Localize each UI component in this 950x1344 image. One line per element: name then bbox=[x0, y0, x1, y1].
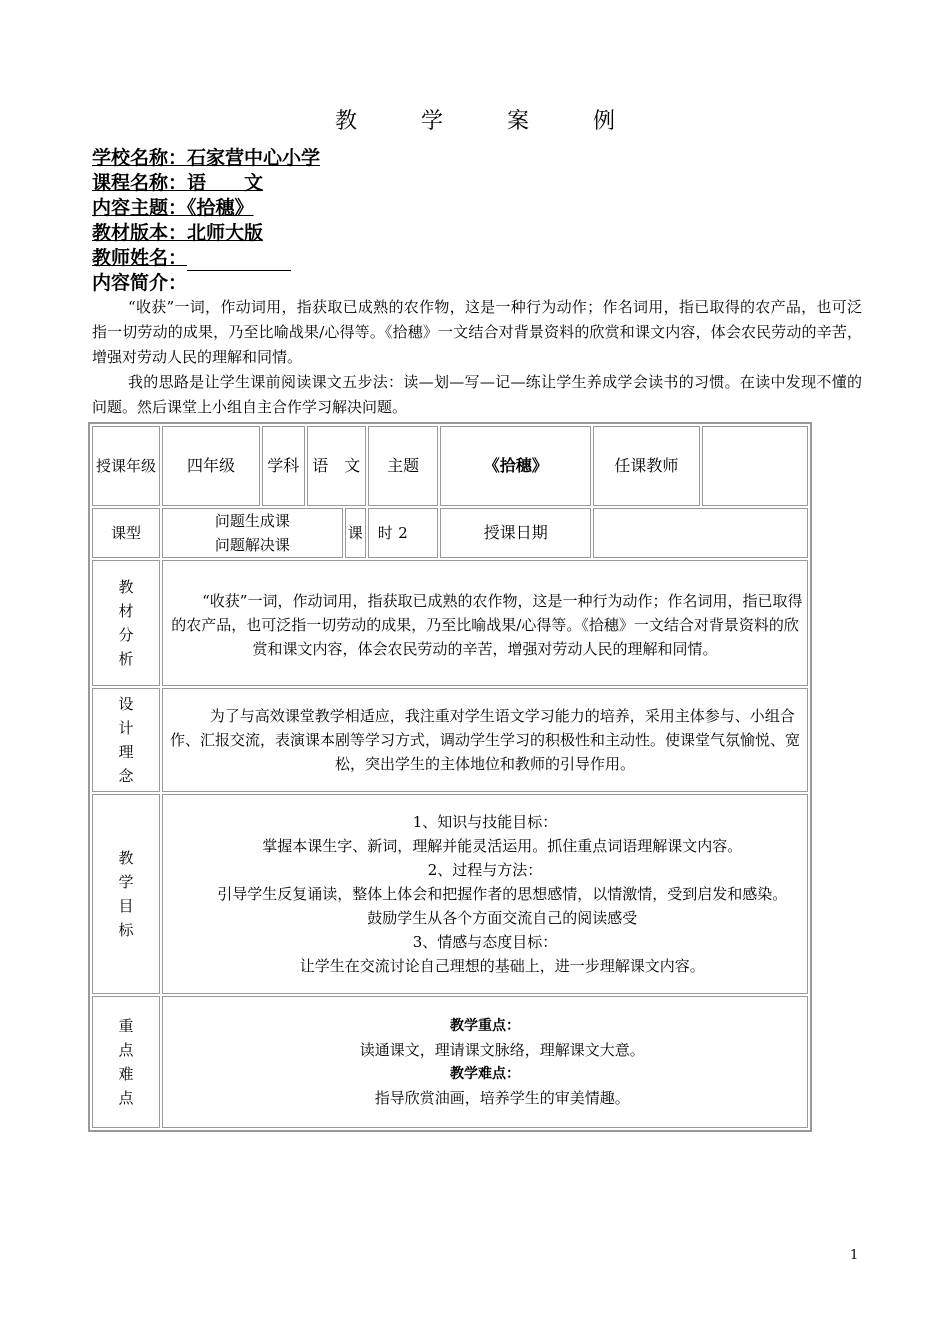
type-label: 课型 bbox=[92, 508, 160, 558]
title-char: 学 bbox=[420, 109, 443, 134]
school-value: 石家营中心小学 bbox=[187, 147, 321, 169]
difficulty-text: 指导欣赏油画，培养学生的审美情趣。 bbox=[374, 1089, 630, 1107]
intro-paragraph-2: 我的思路是让学生课前阅读课文五步法：读—划—写—记—练让学生养成学会读书的习惯。在读中发现不懂的问题。然后课堂上小组自主合作学习解决问题。 bbox=[92, 373, 862, 416]
goals-text bbox=[162, 794, 808, 994]
design-paragraph: 为了与高效课堂教学相适应，我注重对学生语文学习能力的培养，采用主体参与、小组合作、汇报交流，表演课本剧等学习方式，调动学生学习的积极性和主动性。使课堂气氛愉悦、宽松，突出学生的主体地位和教师的引导作用。 bbox=[170, 707, 801, 773]
document-title bbox=[0, 104, 950, 135]
type-value-2: 问题解决课 bbox=[214, 536, 290, 554]
teacher-line bbox=[92, 246, 872, 271]
subject-label: 学科 bbox=[262, 426, 305, 506]
course-value: 语 文 bbox=[187, 172, 264, 194]
intro-heading: 内容简介： bbox=[92, 272, 188, 294]
date-value bbox=[593, 508, 808, 558]
goal-3-text: 让学生在交流讨论自己理想的基础上，进一步理解课文内容。 bbox=[299, 957, 705, 975]
topic-line bbox=[92, 196, 872, 221]
analysis-label bbox=[92, 560, 160, 686]
edition-label: 教材版本： bbox=[92, 222, 188, 244]
difficulty-heading: 教学难点： bbox=[450, 1066, 521, 1082]
type-value bbox=[162, 508, 343, 558]
title-char: 案 bbox=[507, 109, 530, 134]
analysis-paragraph: “收获”一词，作动词用，指获取已成熟的农作物，这是一种行为动作；作名词用，指已取得的农产品，也可泛指一切劳动的成果，乃至比喻战果/心得等。《拾穗》一文结合对背景资料的欣赏和课文内容，体会农民劳动的辛苦，增强对劳动人民的理解和同情。 bbox=[171, 592, 803, 658]
school-line bbox=[92, 146, 872, 171]
analysis-text bbox=[162, 560, 808, 686]
topic-label: 内容主题： bbox=[92, 197, 188, 219]
goals-label bbox=[92, 794, 160, 994]
course-line bbox=[92, 171, 872, 196]
edition-line bbox=[92, 221, 872, 246]
keypoints-label bbox=[92, 996, 160, 1128]
hours-value: 2 bbox=[368, 508, 438, 558]
key-heading: 教学重点： bbox=[450, 1018, 521, 1034]
type-value-1: 问题生成课 bbox=[214, 512, 290, 530]
intro-paragraph-1: “收获”一词，作动词用，指获取已成熟的农作物，这是一种行为动作；作名词用，指已取得的农产品，也可泛指一切劳动的成果，乃至比喻战果/心得等。《拾穗》一文结合对背景资料的欣赏和课文内容，体会农民劳动的辛苦，增强对劳动人民的理解和同情。 bbox=[92, 298, 862, 366]
edition-value: 北师大版 bbox=[187, 222, 264, 244]
design-text bbox=[162, 688, 808, 792]
design-label-text: 设计理念 bbox=[118, 695, 134, 785]
lesson-table bbox=[88, 422, 812, 1132]
analysis-label-text: 教材分析 bbox=[118, 578, 134, 668]
teacher-label-cell: 任课教师 bbox=[593, 426, 699, 506]
keypoints-text bbox=[162, 996, 808, 1128]
teacher-label: 教师姓名： bbox=[92, 247, 188, 269]
teacher-value-cell bbox=[702, 426, 808, 506]
goal-2-text-b: 鼓励学生从各个方面交流自己的阅读感受 bbox=[367, 909, 638, 927]
page-number: 1 bbox=[850, 1248, 859, 1263]
hours-label: 课 时 bbox=[345, 508, 366, 558]
title-char: 例 bbox=[593, 109, 616, 134]
theme-value: 《拾穗》 bbox=[440, 426, 591, 506]
goal-2-heading: 2、过程与方法： bbox=[427, 861, 543, 879]
date-label: 授课日期 bbox=[440, 508, 591, 558]
goal-1-heading: 1、知识与技能目标： bbox=[412, 813, 558, 831]
subject-value: 语 文 bbox=[307, 426, 366, 506]
grade-value: 四年级 bbox=[162, 426, 260, 506]
goals-label-text: 教学目标 bbox=[118, 849, 134, 939]
school-label: 学校名称： bbox=[92, 147, 188, 169]
course-label: 课程名称： bbox=[92, 172, 188, 194]
theme-label: 主题 bbox=[368, 426, 438, 506]
teacher-blank bbox=[187, 251, 291, 271]
goal-2-text-a: 引导学生反复诵读，整体上体会和把握作者的思想感情，以情激情，受到启发和感染。 bbox=[217, 885, 788, 903]
design-label bbox=[92, 688, 160, 792]
title-char: 教 bbox=[334, 109, 357, 134]
meta-block bbox=[92, 146, 872, 420]
key-text: 读通课文，理请课文脉络，理解课文大意。 bbox=[359, 1041, 645, 1059]
goal-1-text: 掌握本课生字、新词，理解并能灵活运用。抓住重点词语理解课文内容。 bbox=[262, 837, 743, 855]
goal-3-heading: 3、情感与态度目标： bbox=[412, 933, 558, 951]
keypoints-label-text: 重点难点 bbox=[118, 1017, 134, 1107]
grade-label: 授课年级 bbox=[92, 426, 160, 506]
topic-value: 《拾穗》 bbox=[187, 197, 254, 219]
